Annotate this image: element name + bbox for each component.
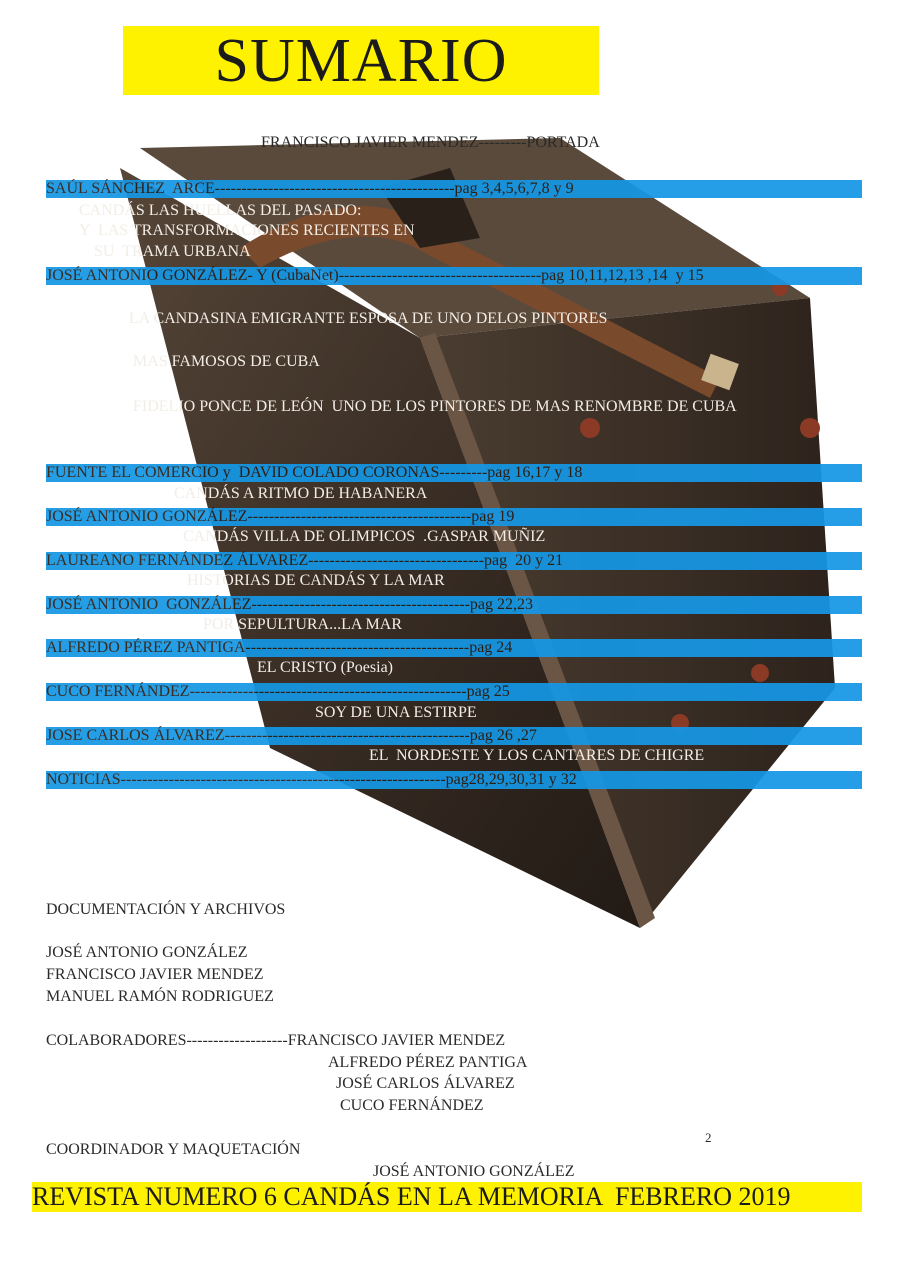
toc-author: JOSÉ ANTONIO GONZÁLEZ-----------------------------------------pag 22,23 (46, 596, 534, 613)
toc-author: JOSÉ ANTONIO GONZÁLEZ------------------------------------------pag 19 (46, 508, 515, 525)
documentation-person: MANUEL RAMÓN RODRIGUEZ (46, 988, 274, 1005)
toc-entry[interactable] (46, 508, 862, 526)
toc-subtitle: Y LAS TRANSFORMACIONES RECIENTES EN (79, 222, 415, 239)
footer-text: REVISTA NUMERO 6 CANDÁS EN LA MEMORIA FEBRERO 2019 (32, 1182, 791, 1211)
toc-entry[interactable] (46, 464, 862, 482)
documentation-label: DOCUMENTACIÓN Y ARCHIVOS (46, 901, 286, 918)
toc-subtitle: FIDELIO PONCE DE LEÓN UNO DE LOS PINTORES DE MAS RENOMBRE DE CUBA (133, 398, 737, 415)
toc-title: EL NORDESTE Y LOS CANTARES DE CHIGRE (369, 747, 705, 764)
toc-subtitle: CANDÁS LAS HUELLAS DEL PASADO: (79, 202, 362, 219)
toc-entry[interactable] (46, 771, 862, 789)
toc-subtitle: SU TRAMA URBANA (94, 243, 251, 260)
toc-entry[interactable] (46, 727, 862, 745)
documentation-person: FRANCISCO JAVIER MENDEZ (46, 966, 264, 983)
toc-entry[interactable] (46, 639, 862, 657)
page-number: 2 (705, 1130, 712, 1145)
collaborator: ALFREDO PÉREZ PANTIGA (328, 1054, 528, 1071)
toc-author: JOSÉ ANTONIO GONZÁLEZ- Y (CubaNet)--------------------------------------pag 10,11,12,13 ,14 y 15 (46, 267, 704, 284)
toc-author: NOTICIAS-------------------------------------------------------------pag28,29,30,31 y 32 (46, 771, 577, 788)
coordinator-label: COORDINADOR Y MAQUETACIÓN (46, 1141, 301, 1158)
cover-credit: FRANCISCO JAVIER MENDEZ---------PORTADA (261, 134, 600, 151)
page-title: SUMARIO (214, 26, 508, 95)
toc-title: CANDÁS A RITMO DE HABANERA (174, 485, 428, 502)
toc-author: ALFREDO PÉREZ PANTIGA------------------------------------------pag 24 (46, 639, 513, 656)
toc-entry[interactable] (46, 180, 862, 198)
toc-title: CANDÁS VILLA DE OLIMPICOS .GASPAR MUÑIZ (183, 528, 546, 545)
collaborator: CUCO FERNÁNDEZ (340, 1097, 484, 1114)
toc-author: FUENTE EL COMERCIO y DAVID COLADO CORONAS---------pag 16,17 y 18 (46, 464, 583, 481)
documentation-person: JOSÉ ANTONIO GONZÁLEZ (46, 944, 248, 961)
coordinator-person: JOSÉ ANTONIO GONZÁLEZ (373, 1163, 575, 1180)
collaborators-label: COLABORADORES-------------------FRANCISCO JAVIER MENDEZ (46, 1032, 506, 1049)
toc-author: LAUREANO FERNÁNDEZ ÁLVAREZ---------------------------------pag 20 y 21 (46, 552, 564, 569)
toc-subtitle: MAS FAMOSOS DE CUBA (133, 353, 320, 370)
toc-author: JOSE CARLOS ÁLVAREZ----------------------------------------------pag 26 ,27 (46, 727, 537, 744)
toc-entry[interactable] (46, 596, 862, 614)
toc-title: HISTORIAS DE CANDÁS Y LA MAR (187, 572, 445, 589)
toc-title: SOY DE UNA ESTIRPE (315, 704, 477, 721)
toc-entry[interactable] (46, 552, 862, 570)
collaborator: JOSÉ CARLOS ÁLVAREZ (336, 1075, 515, 1092)
toc-entry[interactable] (46, 267, 862, 285)
toc-title: EL CRISTO (Poesia) (257, 659, 393, 676)
toc-author: SAÚL SÁNCHEZ ARCE---------------------------------------------pag 3,4,5,6,7,8 y 9 (46, 180, 574, 197)
footer-banner (32, 1182, 862, 1212)
toc-subtitle: LA CANDASINA EMIGRANTE ESPOSA DE UNO DELOS PINTORES (129, 310, 608, 327)
toc-author: CUCO FERNÁNDEZ----------------------------------------------------pag 25 (46, 683, 510, 700)
toc-entry[interactable] (46, 683, 862, 701)
toc-title: POR SEPULTURA...LA MAR (203, 616, 403, 633)
title-banner (123, 26, 599, 95)
